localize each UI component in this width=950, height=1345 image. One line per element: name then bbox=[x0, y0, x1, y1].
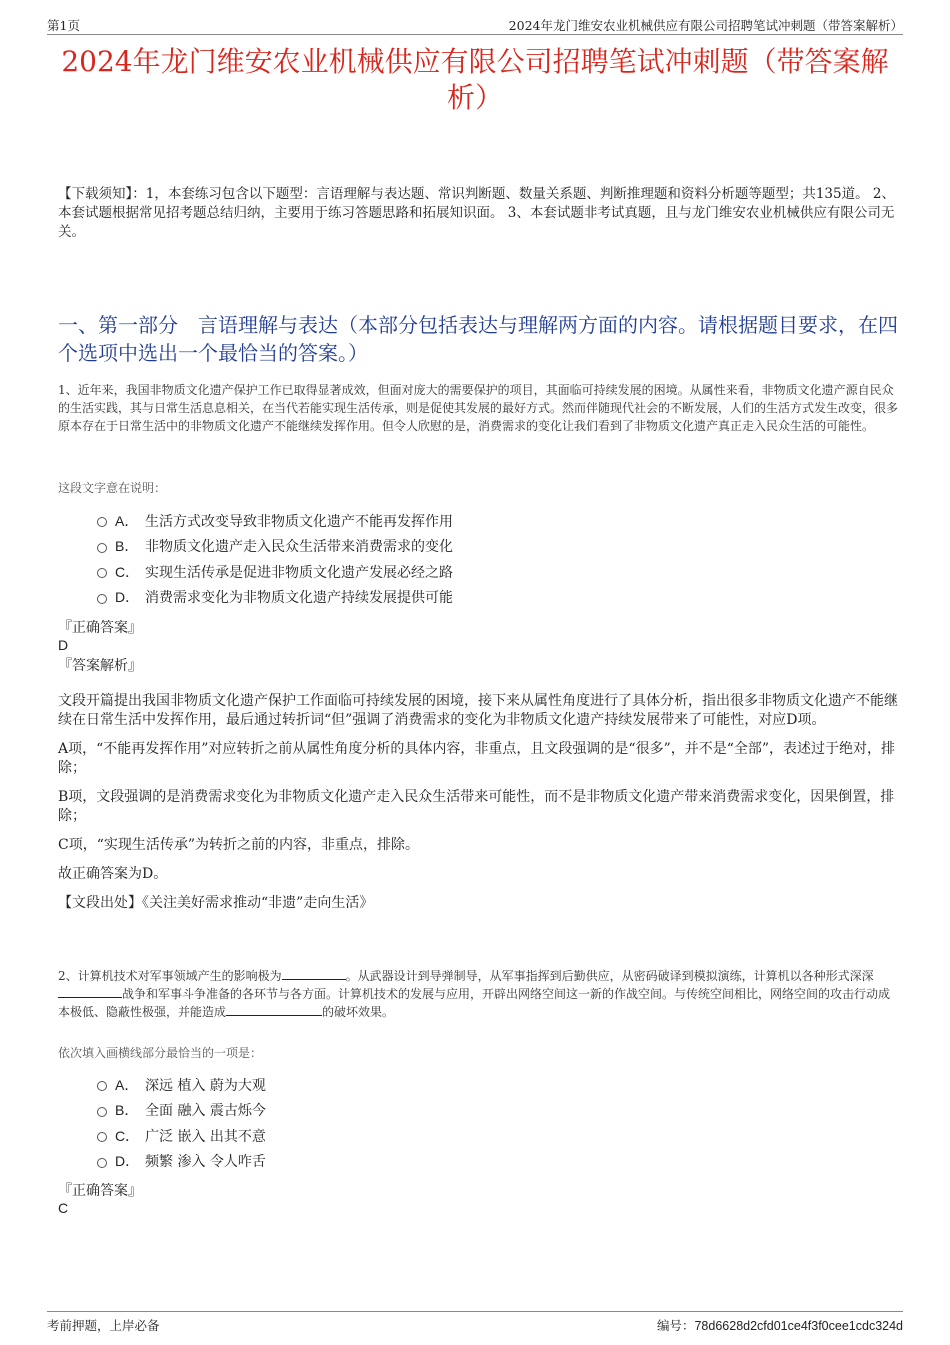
question-1-analysis bbox=[58, 692, 898, 923]
question-2-option-b[interactable]: B． 全面 融入 震古烁今 bbox=[97, 1098, 266, 1124]
radio-icon[interactable] bbox=[97, 594, 107, 604]
radio-icon[interactable] bbox=[97, 1107, 107, 1117]
analysis-source: 【文段出处】《关注美好需求推动“非遗”走向生活》 bbox=[58, 895, 374, 911]
section-title: 一、第一部分 言语理解与表达（本部分包括表达与理解两方面的内容。请根据题目要求，在四个选项中选出一个最恰当的答案。） bbox=[58, 313, 898, 365]
footer-slogan: 考前押题，上岸必备 bbox=[47, 1318, 160, 1333]
question-1-analysis-label: 『答案解析』 bbox=[58, 658, 142, 674]
analysis-paragraph: 故正确答案为D。 bbox=[58, 866, 168, 882]
footer-code: 编号：78d6628d2cfd01ce4f3f0cee1cdc324d bbox=[656, 1318, 903, 1333]
page-number: 第1页 bbox=[47, 18, 80, 33]
analysis-paragraph: C项，“实现生活传承”为转折之前的内容，非重点，排除。 bbox=[58, 837, 420, 853]
radio-icon[interactable] bbox=[97, 1158, 107, 1168]
document-title: 2024年龙门维安农业机械供应有限公司招聘笔试冲刺题（带答案解析） bbox=[61, 45, 889, 114]
question-2-options bbox=[97, 1072, 266, 1174]
analysis-paragraph: 文段开篇提出我国非物质文化遗产保护工作面临可持续发展的困境，接下来从属性角度进行了具体分析，指出很多非物质文化遗产不能继续在日常生活中发挥作用，最后通过转折词“但”强调了消费需求的变化为非物质文化遗产持续发展带来了可能性，对应D项。 bbox=[58, 693, 898, 728]
header-doc-title: 2024年龙门维安农业机械供应有限公司招聘笔试冲刺题（带答案解析） bbox=[508, 18, 903, 33]
question-1-option-a[interactable]: A． 生活方式改变导致非物质文化遗产不能再发挥作用 bbox=[97, 508, 453, 534]
radio-icon[interactable] bbox=[97, 517, 107, 527]
question-2-prompt: 依次填入画横线部分最恰当的一项是： bbox=[58, 1046, 263, 1060]
question-2-option-a[interactable]: A． 深远 植入 蔚为大观 bbox=[97, 1072, 266, 1098]
question-1-option-b[interactable]: B． 非物质文化遗产走入民众生活带来消费需求的变化 bbox=[97, 534, 453, 560]
question-1-option-c[interactable]: C． 实现生活传承是促进非物质文化遗产发展必经之路 bbox=[97, 559, 453, 585]
question-1-option-d[interactable]: D． 消费需求变化为非物质文化遗产持续发展提供可能 bbox=[97, 585, 453, 611]
question-1-text: 1、近年来，我国非物质文化遗产保护工作已取得显著成效，但面对庞大的需要保护的项目，其面临可持续发展的困境。从属性来看，非物质文化遗产源自民众的生活实践，其与日常生活息息相关，在当代若能实现生活传承，则是促使其发展的最好方式。然而伴随现代社会的不断发展，人们的生活方式发生改变，很多原本存在于日常生活中的非物质文化遗产不能继续发挥作用。但令人欣慰的是，消费需求的变化让我们看到了非物质文化遗产真正走入民众生活的可能性。 bbox=[58, 383, 899, 433]
radio-icon[interactable] bbox=[97, 1081, 107, 1091]
question-1-prompt: 这段文字意在说明： bbox=[58, 481, 167, 495]
radio-icon[interactable] bbox=[97, 543, 107, 553]
download-notice: 【下载须知】：1，本套练习包含以下题型：言语理解与表达题、常识判断题、数量关系题、判断推理题和资料分析题等题型；共135道。 2、本套试题根据常见招考题总结归纳，主要用于练习答题思路和拓展知识面。 3、本套试题非考试真题，且与龙门维安农业机械供应有限公司无关。 bbox=[58, 186, 895, 240]
question-1-answer-label: 『正确答案』 bbox=[58, 620, 142, 636]
question-2-answer: C bbox=[58, 1200, 69, 1216]
analysis-paragraph: B项，文段强调的是消费需求变化为非物质文化遗产走入民众生活带来可能性，而不是非物质文化遗产带来消费需求变化，因果倒置，排除； bbox=[58, 789, 895, 824]
question-1-options bbox=[97, 508, 453, 610]
question-2-option-c[interactable]: C． 广泛 嵌入 出其不意 bbox=[97, 1123, 266, 1149]
page-footer bbox=[47, 1311, 903, 1334]
question-2-answer-label: 『正确答案』 bbox=[58, 1183, 142, 1199]
analysis-paragraph: A项，“不能再发挥作用”对应转折之前从属性角度分析的具体内容，非重点，且文段强调的是“很多”，并不是“全部”，表述过于绝对，排除； bbox=[58, 741, 896, 776]
page-header bbox=[47, 14, 903, 35]
question-1-answer: D bbox=[58, 637, 69, 653]
fill-blank-3 bbox=[226, 1003, 322, 1016]
question-2-option-d[interactable]: D． 频繁 渗入 令人咋舌 bbox=[97, 1149, 266, 1175]
fill-blank-2 bbox=[58, 985, 122, 998]
radio-icon[interactable] bbox=[97, 568, 107, 578]
fill-blank-1 bbox=[282, 967, 346, 980]
question-2-text: 2、计算机技术对军事领域产生的影响极为 。从武器设计到导弹制导，从军事指挥到后勤供应，从密码破译到模拟演练，计算机以各种形式深深战争和军事斗争准备的各环节与各方面。计算机技术的发展与应用，开辟出网络空间这一新的作战空间。与传统空间相比，网络空间的攻击行动成本极低、隐蔽性极强，并能造成 的破坏效果。 bbox=[58, 969, 891, 1019]
radio-icon[interactable] bbox=[97, 1132, 107, 1142]
